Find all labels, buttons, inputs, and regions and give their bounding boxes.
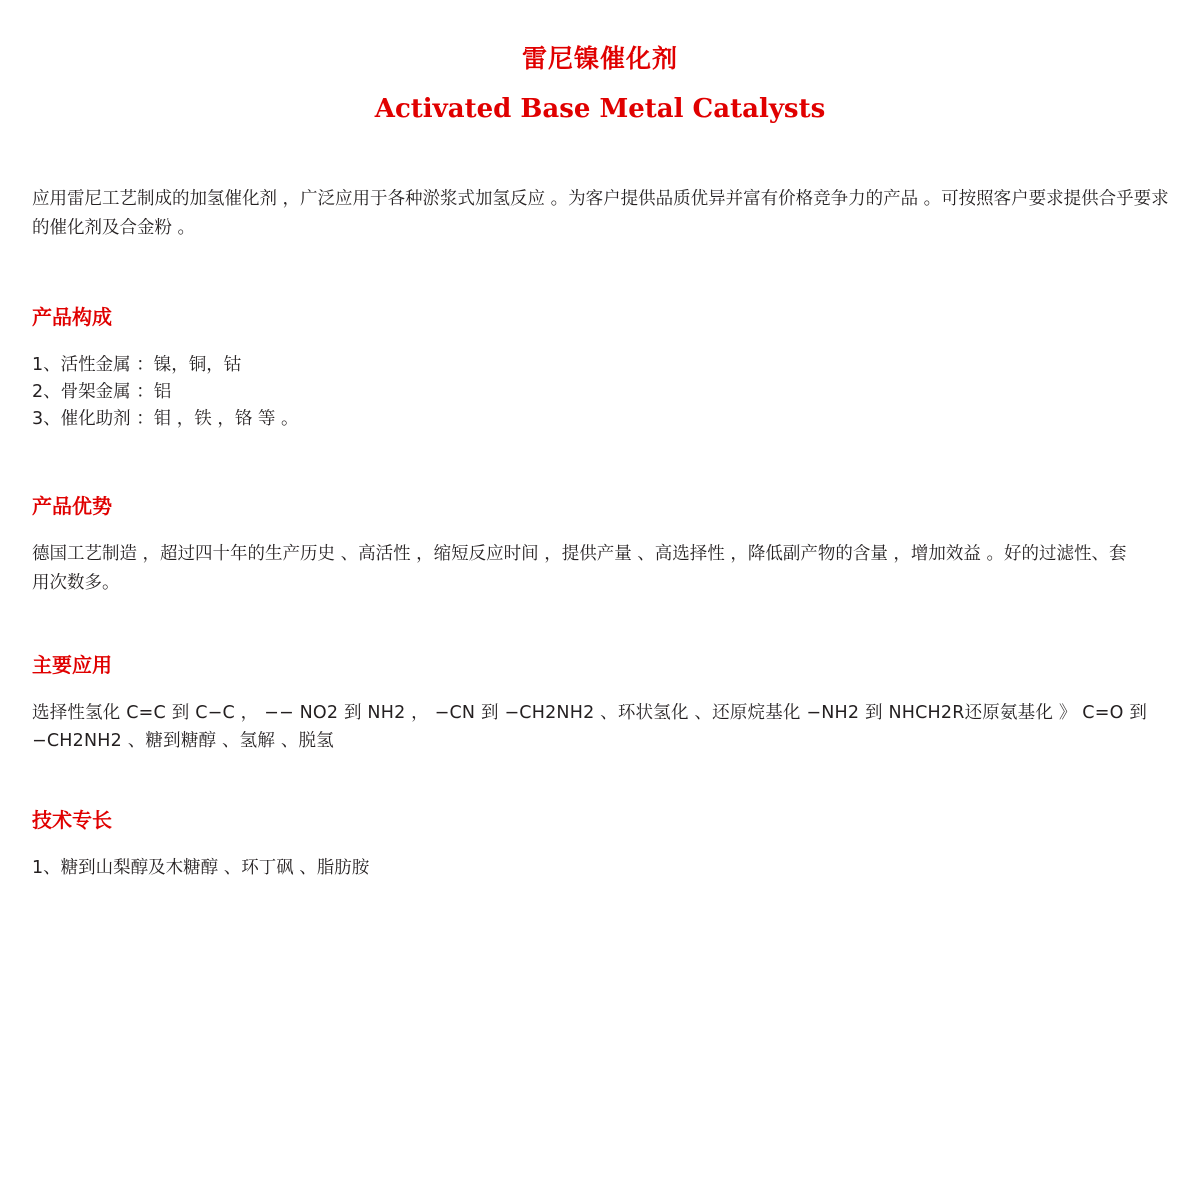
list-item: 3、催化助剂 ：钼 ，铁 ，铬 等 。 bbox=[32, 409, 299, 430]
section-heading-main-applications: 主要应用 bbox=[32, 652, 112, 677]
list-item: 1、糖到山梨醇及木糖醇 、环丁砜 、脂肪胺 bbox=[32, 857, 370, 878]
list-item: 2、骨架金属 ：铝 bbox=[32, 382, 172, 402]
section-heading-product-composition: 产品构成 bbox=[32, 304, 112, 329]
advantages-paragraph: 德国工艺制造 ，超过四十年的生产历史 、高活性 ，缩短反应时间 ，提供产量 、高选择性 ，降低副产物的含量 ，增加效益 。好的过滤性、套用次数多。 bbox=[32, 544, 1127, 593]
section-product-advantages bbox=[0, 433, 1200, 597]
section-technical-expertise bbox=[0, 756, 1200, 882]
section-main-applications bbox=[0, 597, 1200, 756]
page-title-en: Activated Base Metal Catalysts bbox=[374, 94, 826, 124]
list-item: 1、活性金属 ：镍，铜，钴 bbox=[32, 354, 242, 375]
applications-paragraph: 选择性氢化 C=C 到 C−C ， −− NO2 到 NH2 ， −CN 到 −CH2NH2 、环状氢化 、还原烷基化 −NH2 到 NHCH2R还原氨基化 》 C=O 到 −CH2NH2 、糖到糖醇 、氢解 、脱氢 bbox=[32, 702, 1148, 752]
page-title-cn: 雷尼镍催化剂 bbox=[521, 44, 678, 73]
section-heading-product-advantages: 产品优势 bbox=[32, 494, 112, 519]
section-heading-technical-expertise: 技术专长 bbox=[32, 807, 112, 832]
composition-list bbox=[32, 329, 1168, 433]
expertise-list bbox=[32, 832, 1168, 882]
intro-paragraph: 应用雷尼工艺制成的加氢催化剂 ，广泛应用于各种淤浆式加氢反应 。为客户提供品质优异并富有价格竞争力的产品 。可按照客户要求提供合乎要求的催化剂及合金粉 。 bbox=[32, 189, 1169, 238]
section-product-composition bbox=[0, 242, 1200, 433]
